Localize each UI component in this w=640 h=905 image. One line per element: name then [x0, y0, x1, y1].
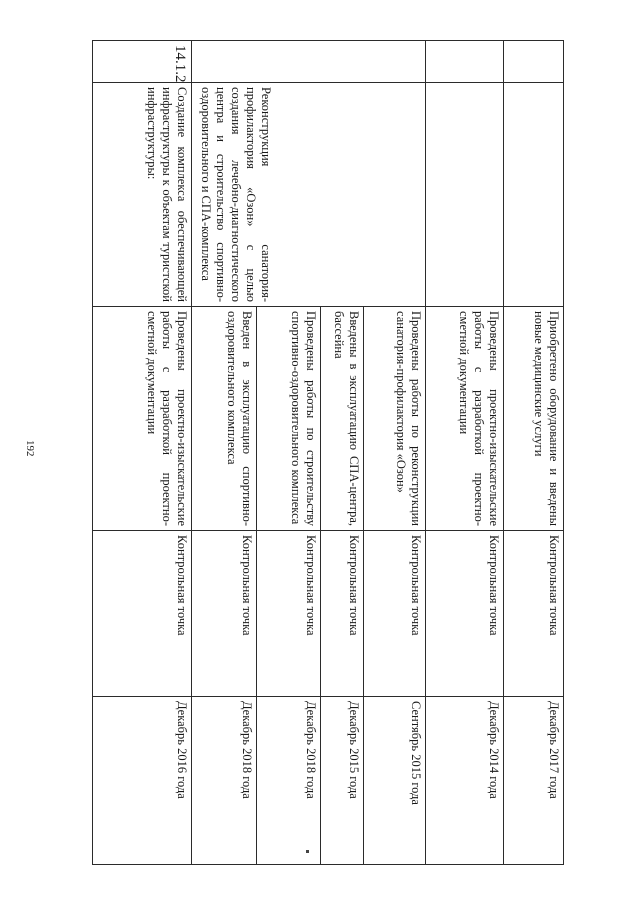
deadline: Декабрь 2015 года	[320, 697, 363, 865]
table-row	[364, 41, 426, 865]
scan-artifact-dot	[306, 850, 309, 853]
project-name: Реконструкция санатория-профилактория «Озон» с целью создания лечебно-диагностического центра и строительство спортивно-оздоровительного и СПА-комплекса	[192, 83, 426, 307]
event-type: Контрольная точка	[256, 531, 320, 697]
event-text: Приобретено оборудование и введены новые медицинские услуги	[503, 307, 563, 531]
page-number: 192	[24, 440, 36, 457]
event-text: Проведены работы по реконструкции санатория-профилактория «Озон»	[364, 307, 426, 531]
event-text: Проведены проектно-изыскательские работы с разработкой проектно-сметной документации	[93, 307, 192, 531]
deadline: Сентябрь 2015 года	[364, 697, 426, 865]
row-number	[426, 41, 504, 83]
table-row	[503, 41, 563, 865]
event-text: Введены в эксплуатацию СПА-центра, бассейна	[320, 307, 363, 531]
event-type: Контрольная точка	[364, 531, 426, 697]
deadline: Декабрь 2016 года	[93, 697, 192, 865]
deadline: Декабрь 2014 года	[426, 697, 504, 865]
event-text: Проведены работы по строительству спортивно-оздоровительного комплекса	[256, 307, 320, 531]
event-text: Проведены проектно-изыскательские работы с разработкой проектно-сметной документации	[426, 307, 504, 531]
row-number	[503, 41, 563, 83]
event-type: Контрольная точка	[426, 531, 504, 697]
project-name: Создание комплекса обеспечивающей инфраструктуры к объектам туристской инфраструктуры:	[93, 83, 192, 307]
event-text: Введен в эксплуатацию спортивно-оздоровительного комплекса	[192, 307, 256, 531]
project-name	[426, 83, 504, 307]
table-row	[93, 41, 192, 865]
rotated-table-container	[92, 40, 564, 865]
deadline: Декабрь 2018 года	[256, 697, 320, 865]
event-type: Контрольная точка	[320, 531, 363, 697]
event-type: Контрольная точка	[192, 531, 256, 697]
event-type: Контрольная точка	[93, 531, 192, 697]
deadline: Декабрь 2017 года	[503, 697, 563, 865]
event-type: Контрольная точка	[503, 531, 563, 697]
table-row	[426, 41, 504, 865]
row-number: 14.1.2	[93, 41, 192, 83]
project-name	[503, 83, 563, 307]
plan-table	[92, 40, 564, 865]
deadline: Декабрь 2018 года	[192, 697, 256, 865]
row-number	[192, 41, 426, 83]
